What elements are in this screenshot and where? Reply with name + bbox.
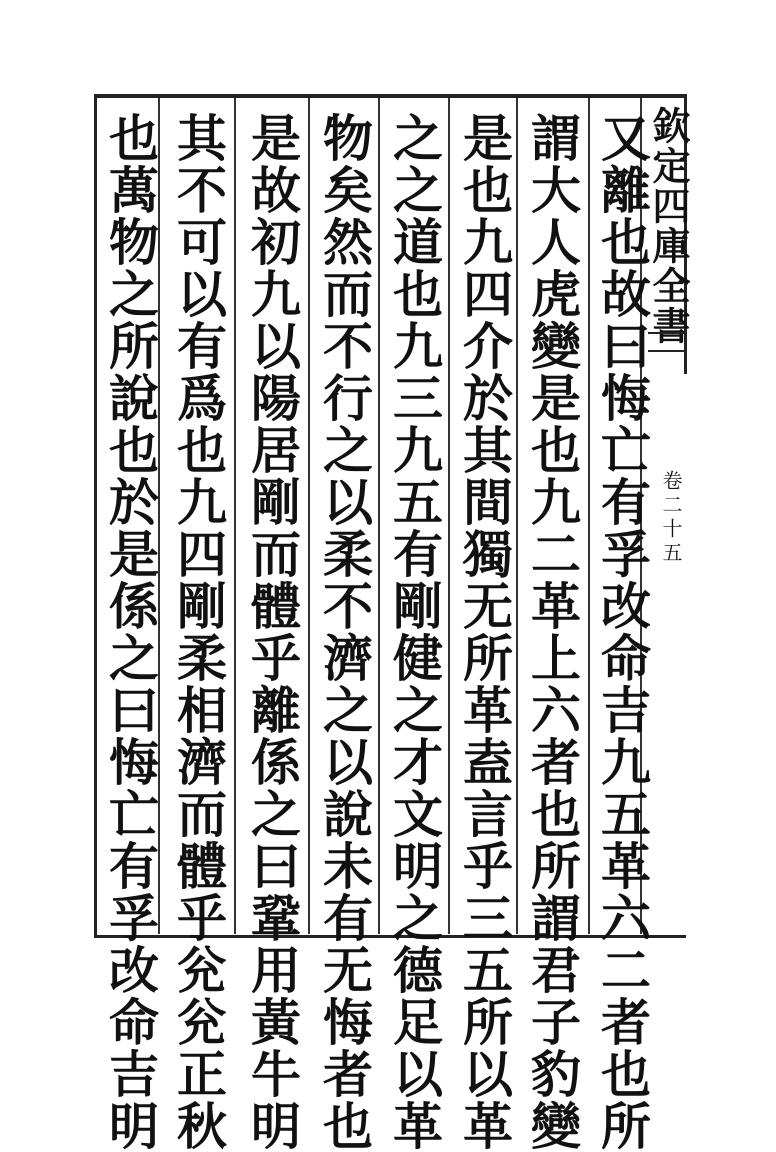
text-column-6: 是故初九以陽居剛而體乎離係之曰鞏用黃牛明 — [243, 112, 302, 1152]
text-column-7: 其不可以有爲也九四剛柔相濟而體乎兊兊正秋 — [169, 112, 228, 1152]
book-title: 欽定四庫全書 — [646, 106, 691, 346]
column-rule — [378, 98, 380, 934]
column-rule — [308, 98, 310, 934]
column-rule — [516, 98, 518, 934]
column-rule — [234, 98, 236, 934]
column-rule — [588, 98, 590, 934]
volume-label: 卷二十五 — [659, 470, 683, 566]
column-rule — [448, 98, 450, 934]
text-column-4: 之之道也九三九五有剛健之才文明之德足以革 — [385, 112, 444, 1152]
text-column-5: 物矣然而不行之以柔不濟之以說未有无悔者也 — [315, 112, 374, 1152]
text-column-8: 也萬物之所說也於是係之曰悔亡有孚改命吉明 — [101, 112, 160, 1152]
fish-tail-mark — [648, 332, 684, 352]
text-column-2: 謂大人虎變是也九二革上六者也所謂君子豹變 — [523, 112, 582, 1152]
text-column-1: 又離也故曰悔亡有孚改命吉九五革六二者也所 — [593, 112, 652, 1152]
text-column-3: 是也九四介於其間獨无所革盍言乎三五所以革 — [455, 112, 514, 1152]
